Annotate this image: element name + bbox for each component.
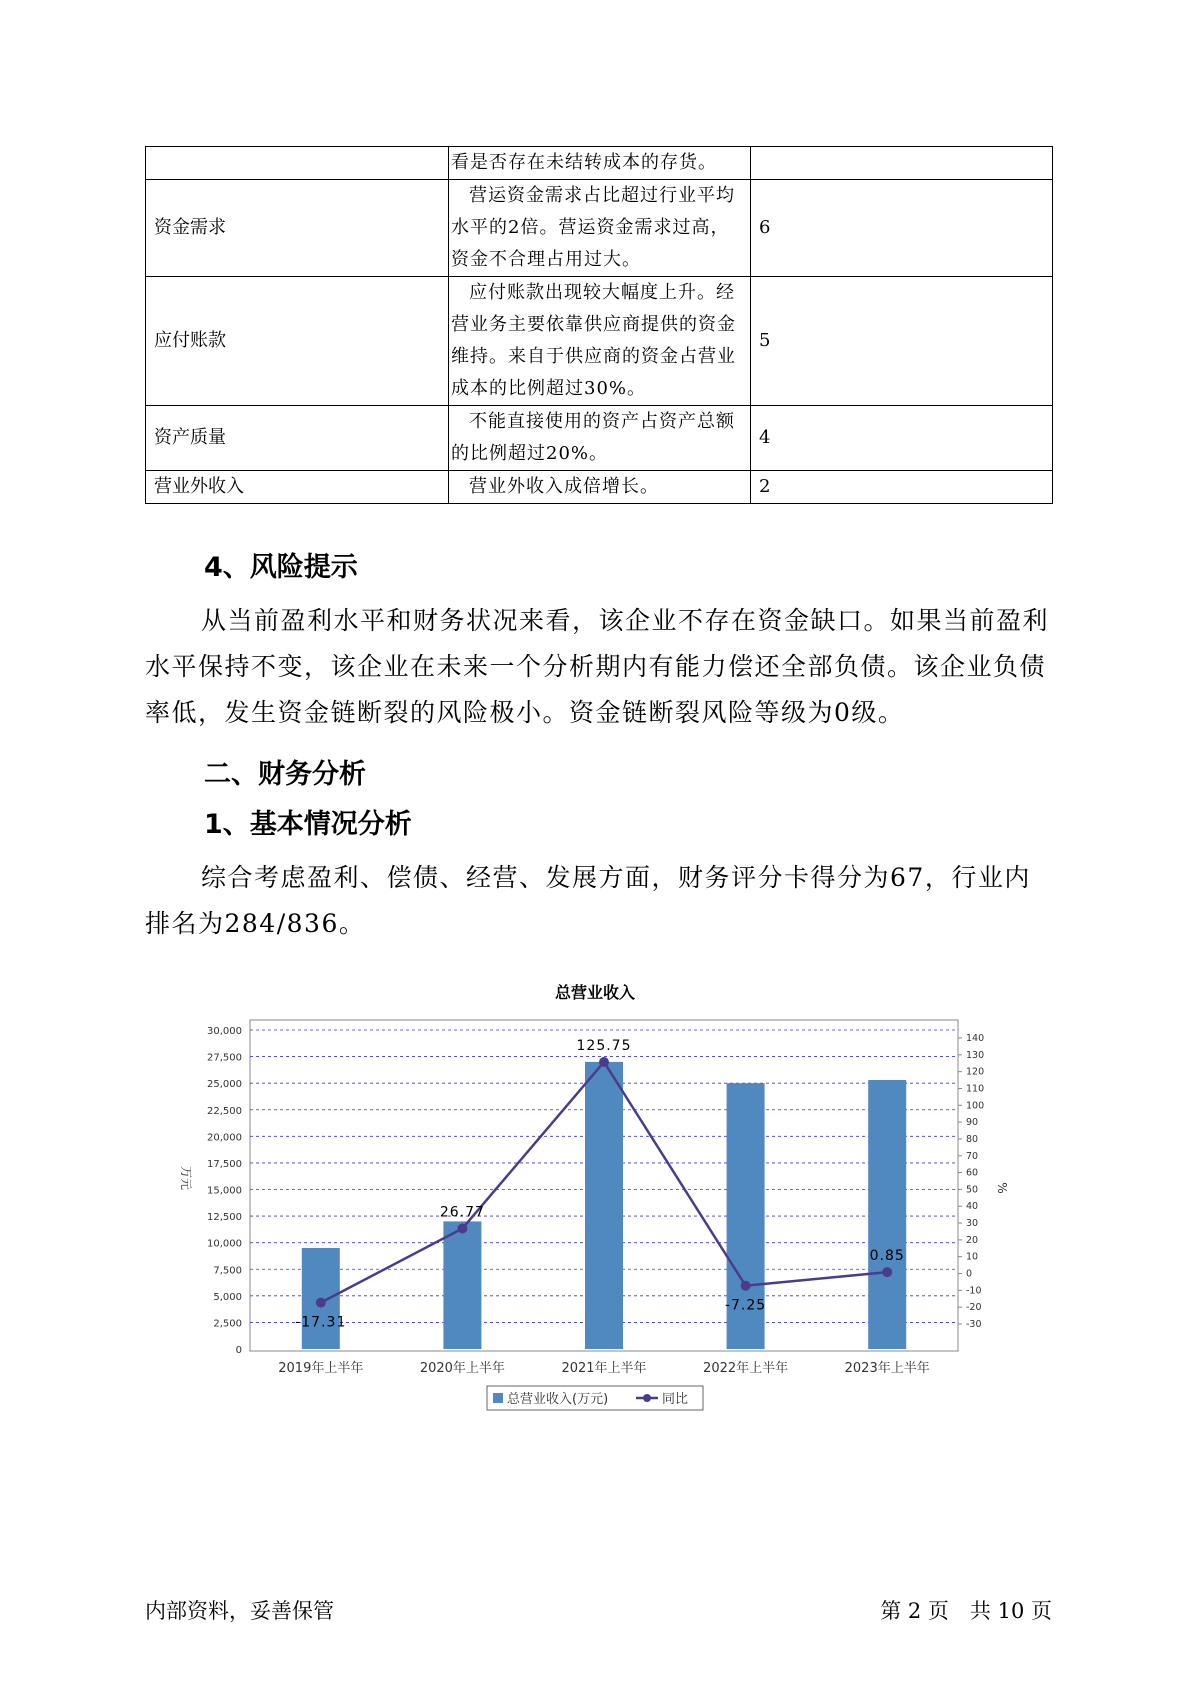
legend-bar-label: 总营业收入(万元) — [507, 1392, 609, 1407]
risk-item-score: 2 — [751, 471, 1053, 504]
x-tick-label: 2023年上半年 — [844, 1361, 930, 1376]
risk-heading: 4、风险提示 — [204, 552, 358, 583]
y-tick-label: 17,500 — [207, 1158, 242, 1170]
risk-item-name: 应付账款 — [146, 277, 449, 406]
table-row — [146, 406, 1053, 471]
y-right-tick-label: 120 — [966, 1066, 985, 1078]
yoy-data-label: 125.75 — [576, 1037, 632, 1054]
y-axis-label: 万元 — [179, 1165, 193, 1191]
yoy-point — [316, 1298, 326, 1308]
y-right-tick-label: 110 — [966, 1083, 985, 1095]
y-tick-label: 30,000 — [207, 1026, 242, 1037]
y-right-tick-label: 90 — [966, 1117, 979, 1129]
table-row — [146, 147, 1053, 180]
risk-item-description: 看是否存在未结转成本的存货。 — [449, 147, 751, 180]
risk-item-description: 营运资金需求占比超过行业平均水平的2倍。营运资金需求过高，资金不合理占用过大。 — [449, 180, 751, 277]
yoy-data-label: -17.31 — [295, 1314, 347, 1331]
y-right-tick-label: 40 — [966, 1201, 979, 1213]
yoy-point — [741, 1281, 751, 1291]
basic-analysis-heading: 1、基本情况分析 — [204, 809, 412, 840]
yoy-data-label: 0.85 — [869, 1248, 905, 1265]
risk-item-description: 应付账款出现较大幅度上升。经营业务主要依靠供应商提供的资金维持。来自于供应商的资金占营业成本的比例超过30%。 — [449, 277, 751, 406]
risk-item-name: 营业外收入 — [146, 471, 449, 504]
legend-bar-swatch — [493, 1393, 503, 1403]
y-tick-label: 7,500 — [213, 1265, 242, 1277]
footer-confidential: 内部资料，妥善保管 — [145, 1599, 334, 1623]
yoy-point — [599, 1057, 609, 1067]
y-right-tick-label: 80 — [966, 1133, 979, 1145]
y-tick-label: 15,000 — [207, 1185, 242, 1197]
y-tick-label: 2,500 — [213, 1318, 242, 1330]
y-right-tick-label: -10 — [966, 1285, 982, 1297]
table-row — [146, 180, 1053, 277]
yoy-point — [882, 1267, 892, 1277]
y-right-tick-label: 20 — [966, 1234, 979, 1246]
bar — [443, 1221, 481, 1349]
y-right-tick-label: 60 — [966, 1167, 979, 1179]
y-right-tick-label: -20 — [966, 1302, 982, 1314]
x-tick-label: 2020年上半年 — [419, 1361, 505, 1376]
x-tick-label: 2021年上半年 — [561, 1361, 647, 1376]
legend-line-label: 同比 — [662, 1392, 689, 1407]
risk-table-body — [146, 147, 1053, 504]
x-tick-label: 2019年上半年 — [278, 1361, 364, 1376]
bar — [868, 1080, 906, 1349]
y-right-tick-label: 0 — [966, 1268, 973, 1280]
yoy-point — [457, 1223, 467, 1233]
y-tick-label: 22,500 — [207, 1105, 242, 1117]
risk-paragraph: 从当前盈利水平和财务状况来看，该企业不存在资金缺口。如果当前盈利水平保持不变，该企业在未来一个分析期内有能力偿还全部负债。该企业负债率低，发生资金链断裂的风险极小。资金链断裂风险等级为0级。 — [145, 606, 1050, 727]
revenue-chart — [170, 968, 1020, 1428]
x-tick-label: 2022年上半年 — [703, 1361, 789, 1376]
risk-item-score — [751, 147, 1053, 180]
y-right-tick-label: 130 — [966, 1049, 985, 1061]
y-tick-label: 25,000 — [207, 1079, 242, 1091]
y-tick-label: 12,500 — [207, 1212, 242, 1224]
y-right-tick-label: 70 — [966, 1150, 979, 1162]
risk-table — [145, 146, 1053, 504]
y-right-tick-label: 140 — [966, 1033, 985, 1044]
chart-title: 总营业收入 — [554, 983, 636, 1002]
basic-analysis-paragraph: 综合考虑盈利、偿债、经营、发展方面，财务评分卡得分为67，行业内排名为284/836。 — [145, 863, 1031, 938]
y-tick-label: 10,000 — [207, 1238, 242, 1250]
y-right-tick-label: 50 — [966, 1184, 979, 1196]
y-tick-label: 27,500 — [207, 1052, 242, 1064]
yoy-data-label: -7.25 — [724, 1297, 767, 1314]
y-tick-label: 5,000 — [213, 1291, 242, 1303]
y-right-tick-label: -30 — [966, 1319, 982, 1330]
y-right-tick-label: 30 — [966, 1218, 979, 1230]
y-right-axis-label: % — [995, 1182, 1009, 1194]
risk-item-score: 6 — [751, 180, 1053, 277]
risk-item-score: 5 — [751, 277, 1053, 406]
risk-item-name: 资金需求 — [146, 180, 449, 277]
y-tick-label: 20,000 — [207, 1132, 242, 1144]
yoy-data-label: 26.77 — [439, 1204, 485, 1221]
table-row — [146, 471, 1053, 504]
risk-item-description: 营业外收入成倍增长。 — [449, 471, 751, 504]
legend-line-marker — [643, 1394, 651, 1402]
y-tick-label: 0 — [235, 1345, 242, 1356]
table-row — [146, 277, 1053, 406]
risk-item-score: 4 — [751, 406, 1053, 471]
footer-page-number: 第 2 页 共 10 页 — [880, 1599, 1052, 1623]
risk-item-description: 不能直接使用的资产占资产总额的比例超过20%。 — [449, 406, 751, 471]
y-right-tick-label: 10 — [966, 1251, 979, 1263]
bar — [585, 1062, 623, 1349]
finance-heading: 二、财务分析 — [204, 759, 366, 790]
risk-item-name: 资产质量 — [146, 406, 449, 471]
y-right-tick-label: 100 — [966, 1100, 985, 1112]
risk-item-name — [146, 147, 449, 180]
